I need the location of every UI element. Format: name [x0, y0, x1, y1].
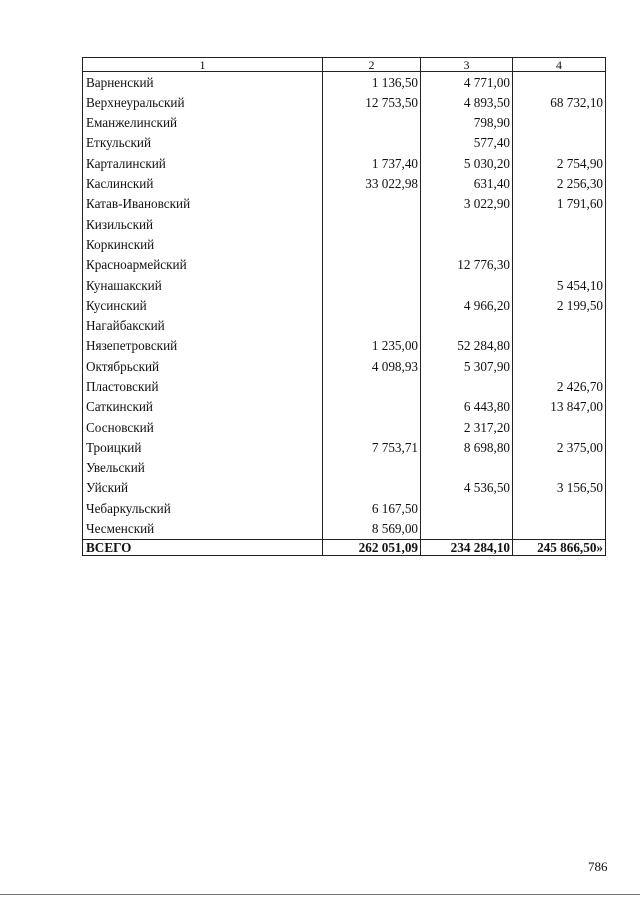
value-col3: 631,40: [421, 173, 513, 193]
value-col4: [513, 498, 606, 518]
table-row: [83, 519, 606, 540]
value-col3: 577,40: [421, 133, 513, 153]
value-col2: 12 753,50: [323, 92, 421, 112]
value-col3: 5 307,90: [421, 356, 513, 376]
value-col3: [421, 316, 513, 336]
district-name: Нагайбакский: [83, 316, 323, 336]
value-col4: 2 754,90: [513, 153, 606, 173]
table-row: [83, 356, 606, 376]
value-col2: [323, 275, 421, 295]
district-name: Кусинский: [83, 295, 323, 315]
value-col2: 1 136,50: [323, 72, 421, 93]
value-col4: [513, 417, 606, 437]
value-col4: [513, 255, 606, 275]
value-col3: 4 893,50: [421, 92, 513, 112]
district-name: Еткульский: [83, 133, 323, 153]
value-col3: [421, 519, 513, 540]
header-row: [83, 58, 606, 72]
header-col-4: 4: [513, 58, 606, 72]
value-col2: [323, 316, 421, 336]
table-row: [83, 72, 606, 93]
value-col3: 6 443,80: [421, 397, 513, 417]
value-col4: 68 732,10: [513, 92, 606, 112]
value-col4: 2 426,70: [513, 376, 606, 396]
value-col4: [513, 133, 606, 153]
value-col4: 245 866,50»: [513, 539, 606, 555]
value-col3: 4 536,50: [421, 478, 513, 498]
table-row: [83, 417, 606, 437]
value-col4: [513, 214, 606, 234]
district-name: Октябрьский: [83, 356, 323, 376]
district-name: Верхнеуральский: [83, 92, 323, 112]
value-col4: 13 847,00: [513, 397, 606, 417]
district-name: Саткинский: [83, 397, 323, 417]
table-row: [83, 194, 606, 214]
table-row: [83, 234, 606, 254]
value-col4: 2 199,50: [513, 295, 606, 315]
data-table: [82, 57, 606, 556]
value-col3: 12 776,30: [421, 255, 513, 275]
value-col4: 2 256,30: [513, 173, 606, 193]
value-col3: [421, 234, 513, 254]
table-row: [83, 397, 606, 417]
value-col3: 3 022,90: [421, 194, 513, 214]
value-col4: 2 375,00: [513, 437, 606, 457]
district-name: Кизильский: [83, 214, 323, 234]
district-name: Варненский: [83, 72, 323, 93]
value-col3: [421, 214, 513, 234]
value-col2: [323, 417, 421, 437]
table-header: [83, 58, 606, 72]
value-col3: 52 284,80: [421, 336, 513, 356]
table-row: [83, 133, 606, 153]
total-label: ВСЕГО: [83, 539, 323, 555]
table-row: [83, 458, 606, 478]
table-row: [83, 336, 606, 356]
district-name: Троицкий: [83, 437, 323, 457]
value-col4: [513, 72, 606, 93]
table-row: [83, 478, 606, 498]
value-col3: [421, 275, 513, 295]
table-row: [83, 376, 606, 396]
district-name: Кунашакский: [83, 275, 323, 295]
table-row: [83, 295, 606, 315]
district-name: Чесменский: [83, 519, 323, 540]
table-row: [83, 153, 606, 173]
district-name: Уйский: [83, 478, 323, 498]
value-col2: [323, 376, 421, 396]
table-row: [83, 173, 606, 193]
table-row: [83, 316, 606, 336]
value-col4: [513, 519, 606, 540]
district-name: Коркинский: [83, 234, 323, 254]
table-row: [83, 498, 606, 518]
value-col2: [323, 458, 421, 478]
value-col2: 7 753,71: [323, 437, 421, 457]
value-col2: 1 737,40: [323, 153, 421, 173]
value-col3: 5 030,20: [421, 153, 513, 173]
header-col-2: 2: [323, 58, 421, 72]
district-name: Каслинский: [83, 173, 323, 193]
district-name: Чебаркульский: [83, 498, 323, 518]
value-col3: 4 771,00: [421, 72, 513, 93]
table-row: [83, 113, 606, 133]
district-name: Красноармейский: [83, 255, 323, 275]
district-name: Нязепетровский: [83, 336, 323, 356]
header-col-3: 3: [421, 58, 513, 72]
table-row: [83, 437, 606, 457]
value-col2: [323, 255, 421, 275]
district-name: Сосновский: [83, 417, 323, 437]
value-col4: [513, 356, 606, 376]
district-name: Катав-Ивановский: [83, 194, 323, 214]
value-col2: 1 235,00: [323, 336, 421, 356]
table-row: [83, 255, 606, 275]
value-col2: [323, 194, 421, 214]
value-col4: [513, 234, 606, 254]
district-name: Еманжелинский: [83, 113, 323, 133]
header-col-1: 1: [83, 58, 323, 72]
value-col4: 1 791,60: [513, 194, 606, 214]
district-name: Карталинский: [83, 153, 323, 173]
value-col4: 5 454,10: [513, 275, 606, 295]
table-row: [83, 92, 606, 112]
value-col2: [323, 295, 421, 315]
district-name: Пластовский: [83, 376, 323, 396]
value-col4: 3 156,50: [513, 478, 606, 498]
value-col4: [513, 316, 606, 336]
table-row: [83, 275, 606, 295]
value-col4: [513, 113, 606, 133]
value-col2: 6 167,50: [323, 498, 421, 518]
table-row: [83, 214, 606, 234]
value-col2: [323, 133, 421, 153]
value-col3: [421, 498, 513, 518]
value-col2: [323, 214, 421, 234]
bottom-divider: [0, 894, 640, 895]
value-col2: [323, 397, 421, 417]
value-col3: 798,90: [421, 113, 513, 133]
value-col2: [323, 478, 421, 498]
value-col4: [513, 336, 606, 356]
value-col2: 8 569,00: [323, 519, 421, 540]
value-col3: 8 698,80: [421, 437, 513, 457]
table-body: [83, 72, 606, 556]
value-col2: 33 022,98: [323, 173, 421, 193]
value-col3: 2 317,20: [421, 417, 513, 437]
value-col2: 262 051,09: [323, 539, 421, 555]
value-col2: [323, 113, 421, 133]
total-row: [83, 539, 606, 555]
value-col2: [323, 234, 421, 254]
page-number: 786: [588, 859, 608, 874]
value-col3: 234 284,10: [421, 539, 513, 555]
value-col3: [421, 376, 513, 396]
value-col3: 4 966,20: [421, 295, 513, 315]
value-col2: 4 098,93: [323, 356, 421, 376]
district-name: Увельский: [83, 458, 323, 478]
value-col3: [421, 458, 513, 478]
value-col4: [513, 458, 606, 478]
